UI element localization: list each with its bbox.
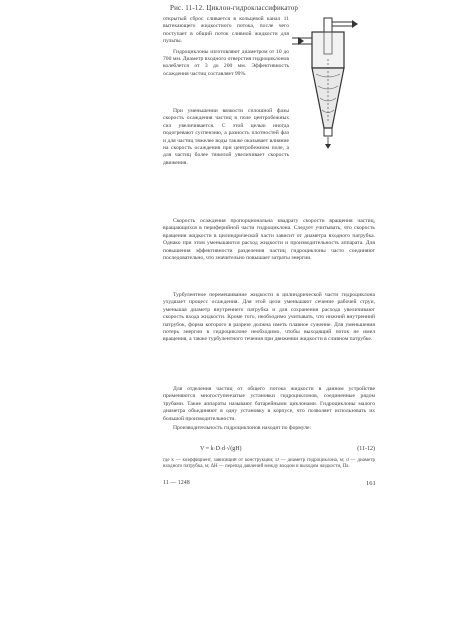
formula-explanation: где k — коэффициент, зависящий от конструкции; D — диаметр гидроциклона, м; d — диаметр входного патрубка, м; ΔH — перепад давлений между входом и выходом жидкости, Па. (163, 458, 375, 470)
text-column-middle (163, 108, 289, 170)
paragraph: Турбулентное перемешивание жидкости в цилиндрической части гидроциклона ухудшает процесс осаждения. Для этой цели уменьшают сечение рабочей струи, уменьшая диаметр внутреннего патрубка и для сохранения расхода увеличивают скорость входа жидкости. Кроме того, необходимо учитывать, что нижний внутренний патрубок, форма которого в разрезе должна иметь плавное сужение. Для уменьшения потерь энергии в гидроциклоне необходимо, чтобы выходящий поток не имел вращения, а также турбулентного течения при движении жидкости в сливном патрубке. (163, 292, 375, 343)
running-head: Рис. 11-12. Циклон-гидроклассификатор (170, 4, 299, 12)
text-column-top (163, 16, 289, 81)
paragraph: открытый сброс сливается в кольцевой канал 11 вытекающего жидкостного потока, после чего поступает в общий поток сливной жидкости для пульпы. (163, 16, 289, 45)
formula (200, 446, 375, 452)
paragraph: Скорость осаждения пропорциональна квадрату скорости вращения частиц, вращающихся в периферийной части гидроциклона. Следует учитывать, что скорость вращения жидкости в цилиндрической части зависит от диаметра входного патрубка. Однако при этом уменьшаются расход жидкости и производительность аппарата. Для повышения эффективности разделения частиц гидроциклоны часто соединяют последовательно, что значительно повышает затраты энергии. (163, 218, 375, 262)
text-full-width-1 (163, 218, 375, 265)
text-full-width-2 (163, 292, 375, 347)
paragraph: Гидроциклоны изготовляют диаметром от 10 до 700 мм. Диаметр входного отверстия гидроциклонов колеблется от 3 до 200 мм. Эффективность осаждения частиц составляет 99%. (163, 48, 289, 77)
formula-text: V = k·D·d·√(gH) (200, 446, 242, 452)
signature-mark: 11 — 1248 (163, 480, 190, 486)
overflow-arrowhead (352, 20, 358, 28)
page-number: 161 (366, 480, 376, 487)
underflow-arrowhead (325, 144, 331, 149)
underflow-nozzle (324, 128, 332, 136)
paragraph: Производительность гидроциклонов находят по формуле: (173, 425, 312, 431)
paragraph: Для отделения частиц от общего потока жидкости в данном устройстве применяются многоступенчатые установки гидроциклонов, соединенные рядом трубами. Такие аппараты называют батарейными циклонами. Гидроциклоны малого диаметра объединяют в одну установку в корпусе, что позволяет использовать их большой производительности. (163, 386, 375, 422)
formula-number: (11-12) (357, 446, 375, 452)
hydrocyclone-drawing (284, 16, 374, 151)
overflow-pipe (324, 18, 332, 32)
cylinder-body (312, 32, 344, 68)
paragraph: При уменьшении вязкости сплошной фазы скорость осаждения частиц в поле центробежных сил увеличивается. С этой целью иногда подогревают суспензию, а разность плотностей фаз и для частиц тяжелее воды также оказывает влияние на скорость осаждения при центробежном поле, а для частиц более тяжелой увеличивает скорость движения. (163, 108, 289, 166)
text-full-width-4 (163, 425, 375, 435)
text-full-width-3 (163, 386, 375, 426)
hydrocyclone-figure (284, 16, 374, 151)
